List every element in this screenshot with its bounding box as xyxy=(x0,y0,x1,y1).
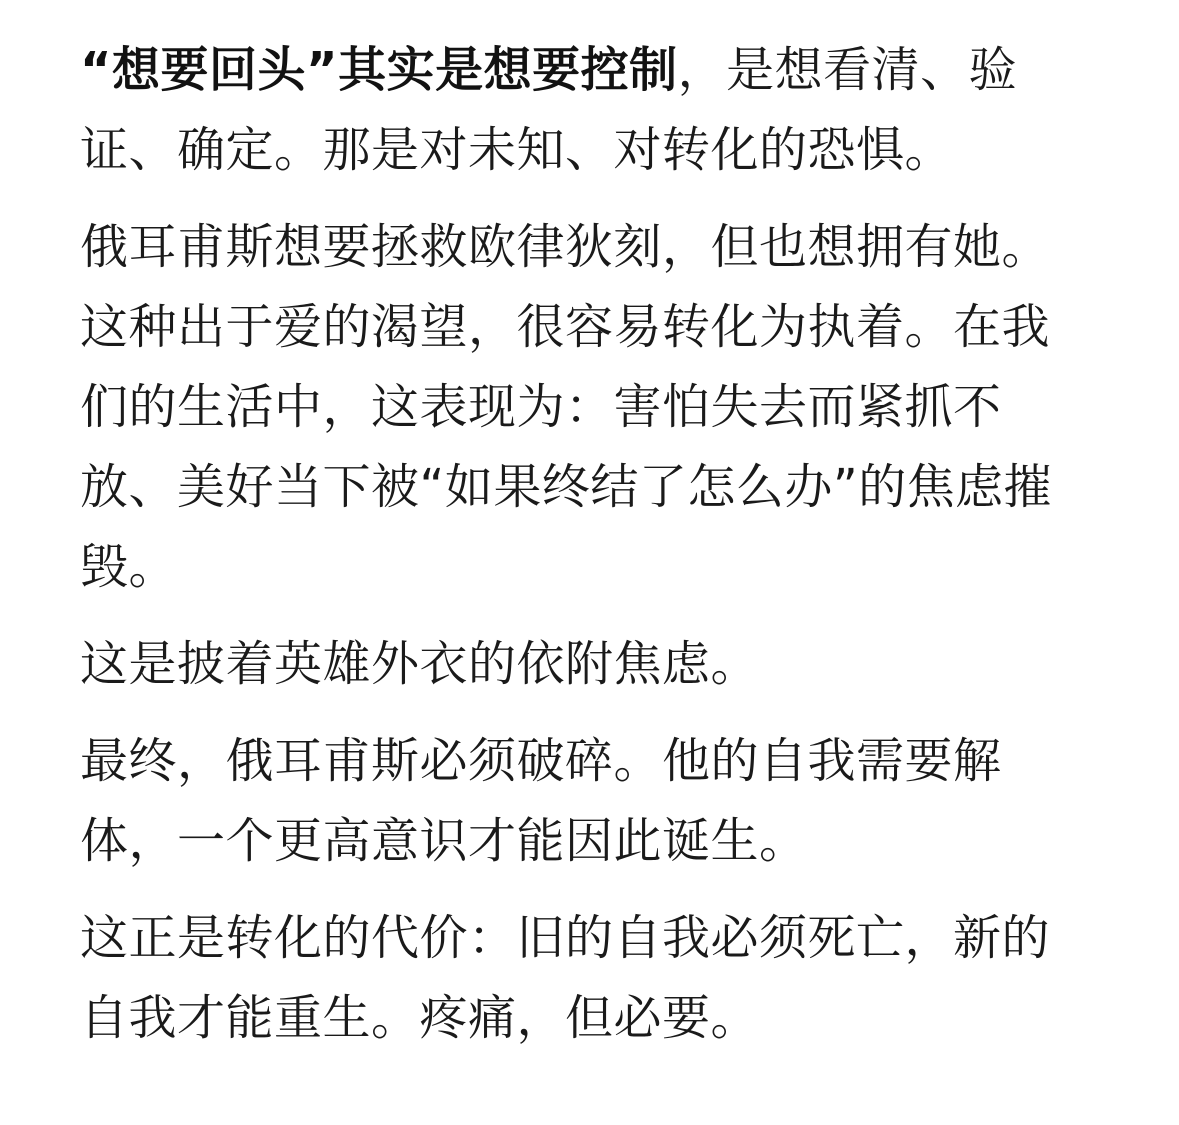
paragraph-3 xyxy=(80,624,1065,704)
paragraph-1 xyxy=(80,30,1065,190)
paragraph-2 xyxy=(80,207,1065,607)
paragraph-5 xyxy=(80,898,1065,1058)
paragraph-3-text: 这是披着英雄外衣的依附焦虑。 xyxy=(80,636,760,692)
paragraph-4-text: 最终，俄耳甫斯必须破碎。他的自我需要解体，一个更高意识才能因此诞生。 xyxy=(80,733,1002,869)
article-body xyxy=(80,30,1065,1075)
paragraph-2-text: 俄耳甫斯想要拯救欧律狄刻，但也想拥有她。这种出于爱的渴望，很容易转化为执着。在我们的生活中，这表现为：害怕失去而紧抓不放、美好当下被“如果终结了怎么办”的焦虑摧毁。 xyxy=(80,219,1053,595)
paragraph-5-text: 这正是转化的代价：旧的自我必须死亡，新的自我才能重生。疼痛，但必要。 xyxy=(80,910,1051,1046)
paragraph-4 xyxy=(80,721,1065,881)
paragraph-1-bold-text: “想要回头”其实是想要控制 xyxy=(80,42,678,98)
paragraph-1-text: ，是想看清、验证、确定。那是对未知、对转化的恐惧。 xyxy=(80,42,1018,178)
